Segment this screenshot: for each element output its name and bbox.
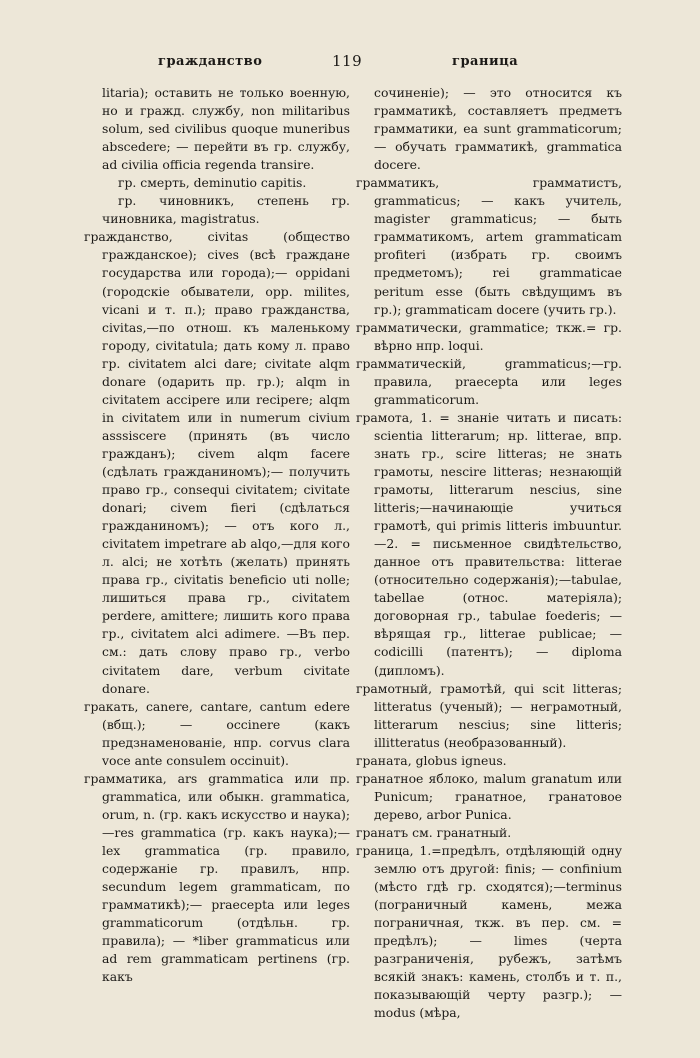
right-column xyxy=(356,84,622,1022)
dictionary-entry: грамотный, грамотѣй, qui scit litteras; litteratus (ученый); — неграмотный, litterarum nescius; sine litteris; illitteratus (необразованный). xyxy=(356,680,622,750)
dictionary-entry: litaria); оставить не только военную, но и гражд. службу, non militaribus solum, sed civilibus quoque muneribus abscedere; — перейти въ гр. службу, ad civilia officia regenda transire. xyxy=(102,85,350,173)
running-head-left: гражданство xyxy=(158,54,263,69)
left-column xyxy=(84,84,350,986)
dictionary-entry: гр. чиновникъ, степень гр. чиновника, magistratus. xyxy=(102,193,350,227)
dictionary-entry: грамматика, ars grammatica или пр. grammatica, или обыкн. grammatica, orum, n. (гр. какъ искусство и наука);—res grammatica (гр. какъ наука);—lex grammatica (гр. правило, содержаніе гр. правилъ, нпр. secundum legem grammaticam, по грамматикѣ);— praecepta или leges grammaticorum (отдѣльн. гр. правила); — *liber grammaticus или ad rem grammaticam pertinens (гр. какъ xyxy=(84,770,350,985)
dictionary-entry: гракать, canere, cantare, cantum edere (вбщ.); — occinere (какъ предзнаменованіе, нпр. corvus clara voce ante consulem occinuit). xyxy=(84,698,350,768)
dictionary-entry: грамота, 1. = знаніе читать и писать: scientia litterarum; нр. litterae, впр. знать гр., scire litteras; не знать грамоты, nescire litteras; незнающій грамоты, litterarum nescius, sine litteris;—начинающіе учиться грамотѣ, qui primis litteris imbuuntur. —2. = письменное свидѣтельство, данное отъ правительства: litterae (относительно содержанія);—tabulae, tabellae (относ. матеріяла); договорная гр., tabulae foederis; —вѣрящая гр., litterae publicae; —codicilli (патентъ); — diploma (дипломъ). xyxy=(356,409,622,678)
dictionary-entry: граница, 1.=предѣлъ, отдѣляющій одну землю отъ другой: finis; — confinium (мѣсто гдѣ гр. сходятся);—terminus (пограничный камень, межа пограничная, ткж. въ пер. см. = предѣлъ); — limes (черта разграниченія, рубежъ, затѣмъ всякій знакъ: камень, столбъ и т. п., показывающій черту разгр.); — modus (мѣра, xyxy=(356,842,622,1021)
dictionary-entry: гражданство, civitas (общество гражданское); cives (всѣ граждане государства или города);— oppidani (городскіе обыватели, opp. milites, vicani и т. п.); право гражданства, civitas,—по отнош. къ маленькому городу, civitatula; дать кому л. право гр. civitatem alci dare; civitate alqm donare (одарить пр. гр.); alqm in civitatem accipere или recipere; alqm in civitatem или in numerum civium asssiscere (принять (въ число гражданъ); civem alqm facere (сдѣлать гражданиномъ);— получить право гр., consequi civitatem; civitate donari; civem fieri (сдѣлаться гражданиномъ); — отъ кого л., civitatem impetrare ab alqo,—для кого л. alci; не хотѣть (желать) принять права гр., civitatis beneficio uti nolle; лишиться права гр., civitatem perdere, amittere; лишить кого права гр., civitatem alci adimere. —Въ пер. см.: дать слову право гр., verbo civitatem dare, verbum civitate donare. xyxy=(84,229,350,696)
dictionary-entry: гр. смерть, deminutio capitis. xyxy=(118,175,307,191)
dictionary-entry: граната, globus igneus. xyxy=(356,752,507,768)
page-number: 119 xyxy=(332,52,363,70)
dictionary-entry: грамматикъ, грамматистъ, grammaticus; — какъ учитель, magister grammaticus; — быть грамматикомъ, artem grammaticam profiteri (избрать гр. своимъ предметомъ); rei grammaticae peritum esse (быть свѣдущимъ въ гр.); grammaticam docere (учить гр.). xyxy=(356,175,622,317)
dictionary-entry: грамматическій, grammaticus;—гр. правила, praecepta или leges grammaticorum. xyxy=(356,355,622,407)
running-head-right: граница xyxy=(452,54,519,69)
dictionary-entry: грамматически, grammatice; ткж.= гр. вѣрно нпр. loqui. xyxy=(356,319,622,353)
dictionary-entry: сочиненіе); — это относится къ грамматикѣ, составляетъ предметъ грамматики, ea sunt grammaticorum; — обучать грамматикѣ, grammatica docere. xyxy=(374,85,622,173)
page-header xyxy=(0,54,700,76)
dictionary-entry: гранатное яблоко, malum granatum или Punicum; гранатное, гранатовое дерево, arbor Punica. xyxy=(356,770,622,822)
dictionary-entry: гранатъ см. гранатный. xyxy=(356,824,512,840)
